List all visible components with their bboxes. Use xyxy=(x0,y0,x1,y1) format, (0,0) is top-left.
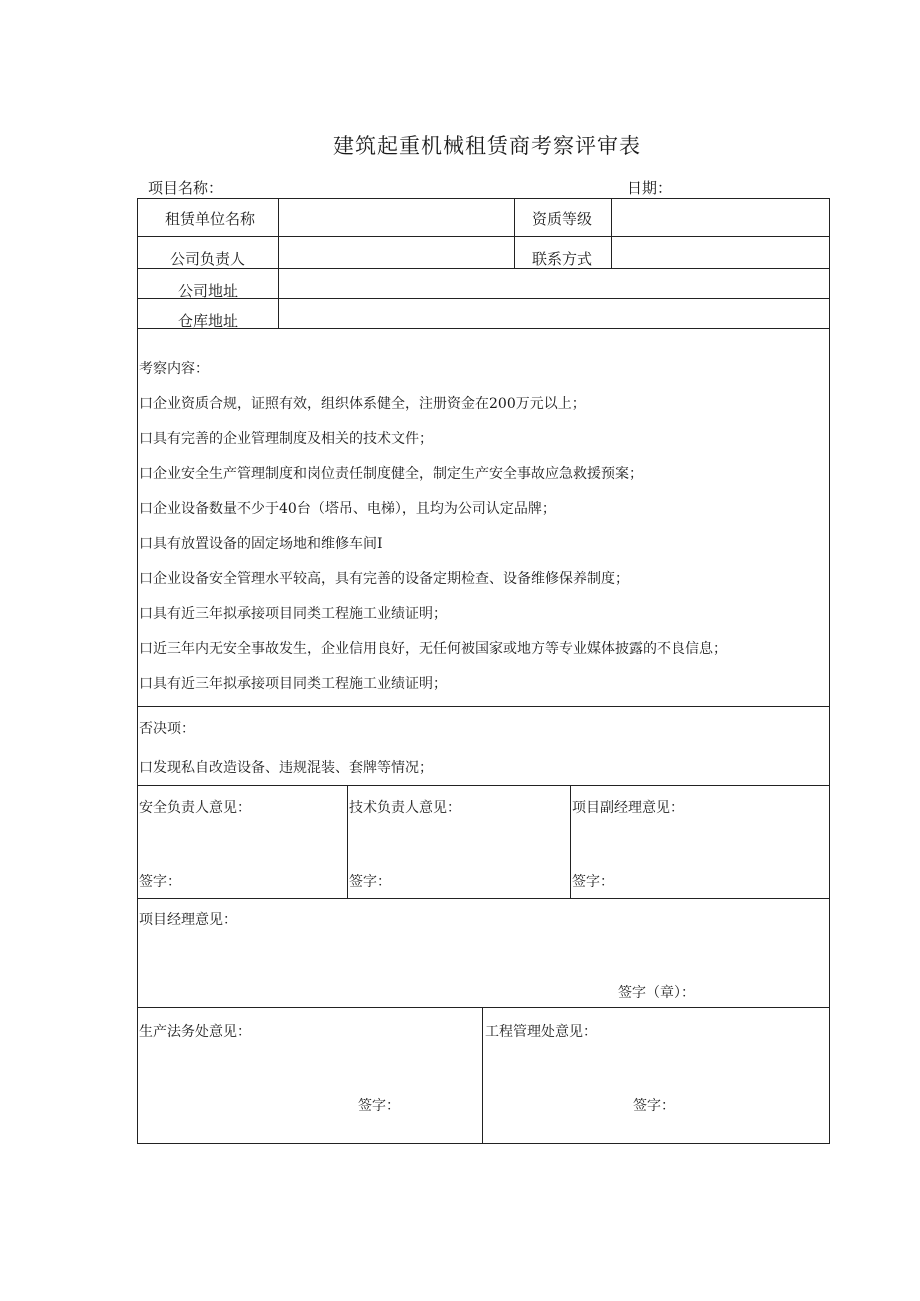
pm-sign[interactable]: 签字（章）： xyxy=(618,985,695,1001)
contact-label: 联系方式 xyxy=(532,250,593,268)
veto-item-1[interactable]: 口发现私自改造设备、违规混装、套牌等情况； xyxy=(139,760,433,776)
inspection-item-3[interactable]: 口企业安全生产管理制度和岗位责任制度健全，制定生产安全事故应急救援预案； xyxy=(139,466,643,482)
date-label: 日期： xyxy=(627,179,673,197)
inspection-item-2[interactable]: 口具有完善的企业管理制度及相关的技术文件； xyxy=(139,431,433,447)
company-head-label: 公司负责人 xyxy=(170,250,246,268)
rental-unit-label: 租赁单位名称 xyxy=(165,210,256,228)
page-title: 建筑起重机械租赁商考察评审表 xyxy=(333,134,641,158)
qualification-label: 资质等级 xyxy=(532,210,593,228)
legal-opinion-label: 生产法务处意见： xyxy=(139,1024,251,1040)
tech-head-sign[interactable]: 签字： xyxy=(349,874,391,890)
inspection-item-4[interactable]: 口企业设备数量不少于40台（塔吊、电梯），且均为公司认定品牌； xyxy=(139,501,556,517)
engineering-opinion-label: 工程管理处意见： xyxy=(485,1024,597,1040)
inspection-item-7[interactable]: 口具有近三年拟承接项目同类工程施工业绩证明； xyxy=(139,606,447,622)
company-address-label: 公司地址 xyxy=(178,282,239,300)
inspection-item-9[interactable]: 口具有近三年拟承接项目同类工程施工业绩证明； xyxy=(139,676,447,692)
project-name-label: 项目名称： xyxy=(148,179,224,197)
inspection-item-8[interactable]: 口近三年内无安全事故发生，企业信用良好，无任何被国家或地方等专业媒体披露的不良信息； xyxy=(139,641,727,657)
deputy-pm-sign[interactable]: 签字： xyxy=(572,874,614,890)
veto-heading: 否决项： xyxy=(139,721,195,737)
deputy-pm-opinion-label: 项目副经理意见： xyxy=(572,800,684,816)
safety-head-opinion-label: 安全负责人意见： xyxy=(139,800,251,816)
engineering-sign[interactable]: 签字： xyxy=(633,1098,675,1114)
tech-head-opinion-label: 技术负责人意见： xyxy=(349,800,461,816)
inspection-item-6[interactable]: 口企业设备安全管理水平较高，具有完善的设备定期检查、设备维修保养制度； xyxy=(139,571,629,587)
inspection-heading: 考察内容： xyxy=(139,361,209,377)
legal-sign[interactable]: 签字： xyxy=(358,1098,400,1114)
warehouse-address-label: 仓库地址 xyxy=(178,312,239,330)
inspection-item-5[interactable]: 口具有放置设备的固定场地和维修车间I xyxy=(139,536,383,552)
pm-opinion-label: 项目经理意见： xyxy=(139,912,237,928)
safety-head-sign[interactable]: 签字： xyxy=(139,874,181,890)
inspection-item-1[interactable]: 口企业资质合规，证照有效，组织体系健全，注册资金在200万元以上； xyxy=(139,396,586,412)
